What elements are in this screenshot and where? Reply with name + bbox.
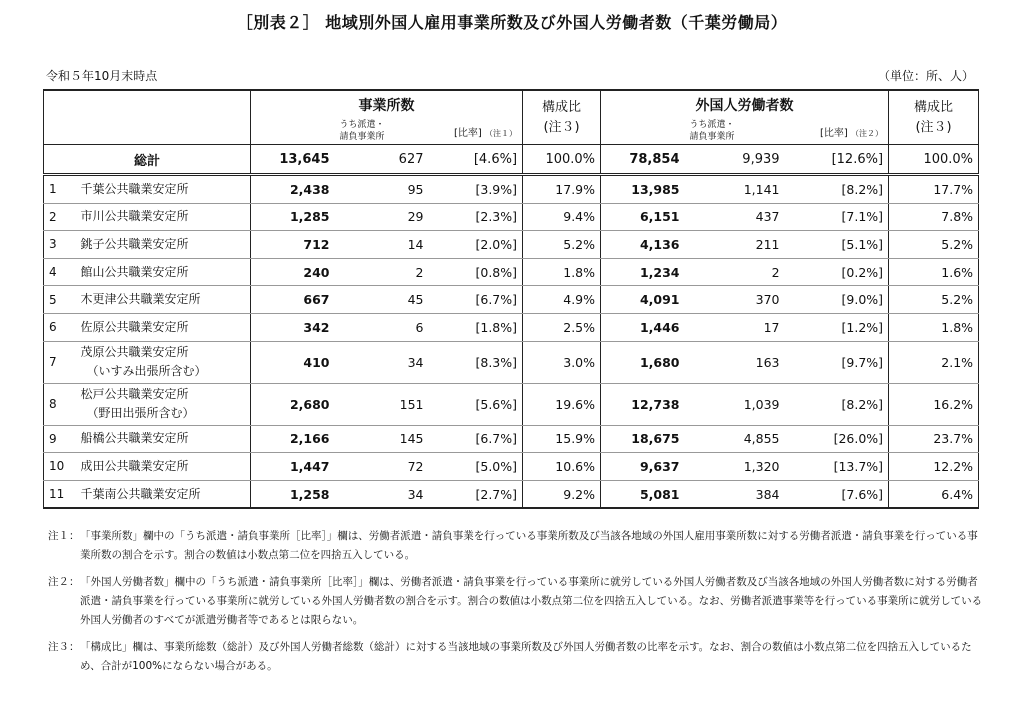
est-composition: 19.6%	[523, 383, 601, 425]
footnote-text: 「構成比」欄は、事業所総数（総計）及び外国人労働者総数（総計）に対する当該地域の事業所数及び外国人労働者数の比率を示す。なお、割合の数値は小数点第二位を四捨五入しているため、合計が100%にならない場合がある。	[80, 641, 972, 672]
table-row	[44, 425, 979, 453]
worker-count: 9,637	[601, 453, 685, 481]
worker-dispatch-count: 1,320	[685, 453, 785, 481]
office-number: 9	[44, 425, 76, 453]
est-dispatch-ratio: [0.8%]	[429, 258, 523, 286]
est-composition: 5.2%	[523, 231, 601, 259]
worker-dispatch-ratio: [7.1%]	[785, 203, 889, 231]
est-dispatch-ratio: [1.8%]	[429, 313, 523, 341]
footnote-label: 注３：	[48, 641, 80, 653]
est-dispatch-ratio: [3.9%]	[429, 175, 523, 204]
worker-dispatch-ratio: [8.2%]	[785, 383, 889, 425]
workers-header: 外国人労働者数	[601, 90, 889, 118]
worker-dispatch-ratio: [9.0%]	[785, 286, 889, 314]
worker-count: 4,091	[601, 286, 685, 314]
office-name: 銚子公共職業安定所	[76, 231, 251, 259]
est-dispatch-count: 6	[335, 313, 429, 341]
establishments-header: 事業所数	[251, 90, 523, 118]
est-sub-blank	[251, 118, 335, 145]
worker-dispatch-ratio: [9.7%]	[785, 341, 889, 383]
office-name: 松戸公共職業安定所 （野田出張所含む）	[76, 383, 251, 425]
total-wrk-comp: 100.0%	[889, 145, 979, 175]
office-number: 3	[44, 231, 76, 259]
table-row	[44, 383, 979, 425]
worker-count: 4,136	[601, 231, 685, 259]
header-row-1	[44, 90, 979, 118]
office-number: 11	[44, 480, 76, 508]
footnote	[48, 527, 988, 565]
total-wrk: 78,854	[601, 145, 685, 175]
worker-count: 12,738	[601, 383, 685, 425]
total-est-comp: 100.0%	[523, 145, 601, 175]
est-count: 240	[251, 258, 335, 286]
worker-composition: 1.8%	[889, 313, 979, 341]
office-number: 2	[44, 203, 76, 231]
worker-composition: 16.2%	[889, 383, 979, 425]
office-number: 4	[44, 258, 76, 286]
est-composition: 15.9%	[523, 425, 601, 453]
wrk-sub-blank	[601, 118, 685, 145]
est-dispatch-count: 29	[335, 203, 429, 231]
reference-date: 令和５年10月末時点	[46, 69, 158, 83]
est-count: 1,258	[251, 480, 335, 508]
est-count: 2,438	[251, 175, 335, 204]
office-number: 8	[44, 383, 76, 425]
table-row	[44, 341, 979, 383]
est-count: 2,680	[251, 383, 335, 425]
worker-dispatch-count: 384	[685, 480, 785, 508]
worker-composition: 5.2%	[889, 286, 979, 314]
est-composition: 9.2%	[523, 480, 601, 508]
worker-composition: 23.7%	[889, 425, 979, 453]
est-dispatch-count: 45	[335, 286, 429, 314]
data-table	[43, 89, 979, 509]
footnote-text: 「事業所数」欄中の「うち派遣・請負事業所［比率］」欄は、労働者派遣・請負事業を行っている事業所数及び当該各地域の外国人雇用事業所数に対する労働者派遣・請負事業を行っている事業所数の割合を示す。割合の数値は小数点第二位を四捨五入している。	[80, 530, 978, 561]
worker-count: 13,985	[601, 175, 685, 204]
worker-composition: 5.2%	[889, 231, 979, 259]
worker-dispatch-count: 163	[685, 341, 785, 383]
est-composition: 1.8%	[523, 258, 601, 286]
est-dispatch-count: 72	[335, 453, 429, 481]
footnotes	[48, 527, 988, 684]
total-row	[44, 145, 979, 175]
est-dispatch-ratio: [2.3%]	[429, 203, 523, 231]
worker-composition: 1.6%	[889, 258, 979, 286]
page-title: ［別表２］ 地域別外国人雇用事業所数及び外国人労働者数（千葉労働局）	[236, 13, 788, 32]
office-number: 5	[44, 286, 76, 314]
header-blank	[44, 90, 76, 145]
est-count: 410	[251, 341, 335, 383]
total-est-disp: 627	[335, 145, 429, 175]
worker-dispatch-count: 2	[685, 258, 785, 286]
table-row	[44, 480, 979, 508]
worker-composition: 12.2%	[889, 453, 979, 481]
table-row	[44, 258, 979, 286]
table-row	[44, 313, 979, 341]
est-dispatch-count: 14	[335, 231, 429, 259]
worker-dispatch-count: 17	[685, 313, 785, 341]
est-dispatch-count: 34	[335, 341, 429, 383]
total-label: 総計	[44, 145, 251, 175]
worker-dispatch-ratio: [8.2%]	[785, 175, 889, 204]
worker-composition: 17.7%	[889, 175, 979, 204]
worker-dispatch-ratio: [1.2%]	[785, 313, 889, 341]
worker-dispatch-count: 4,855	[685, 425, 785, 453]
est-count: 1,447	[251, 453, 335, 481]
office-name: 木更津公共職業安定所	[76, 286, 251, 314]
est-dispatch-count: 145	[335, 425, 429, 453]
est-dispatch-ratio: [2.0%]	[429, 231, 523, 259]
est-dispatch-count: 95	[335, 175, 429, 204]
est-composition: 9.4%	[523, 203, 601, 231]
total-wrk-ratio: [12.6%]	[785, 145, 889, 175]
table-row	[44, 286, 979, 314]
footnote-label: 注２：	[48, 576, 80, 588]
office-name: 成田公共職業安定所	[76, 453, 251, 481]
worker-composition: 2.1%	[889, 341, 979, 383]
est-dispatch-ratio: [6.7%]	[429, 425, 523, 453]
office-name: 船橋公共職業安定所	[76, 425, 251, 453]
est-dispatch-count: 151	[335, 383, 429, 425]
worker-dispatch-count: 1,141	[685, 175, 785, 204]
est-composition: 4.9%	[523, 286, 601, 314]
est-dispatch-ratio: [8.3%]	[429, 341, 523, 383]
total-est-ratio: [4.6%]	[429, 145, 523, 175]
table-row	[44, 231, 979, 259]
est-dispatch-ratio: [6.7%]	[429, 286, 523, 314]
composition2-header: 構成比 (注３)	[889, 90, 979, 145]
worker-dispatch-count: 211	[685, 231, 785, 259]
wrk-dispatch-subheader: うち派遣・ 請負事業所	[689, 120, 735, 142]
office-number: 1	[44, 175, 76, 204]
worker-count: 6,151	[601, 203, 685, 231]
office-number: 10	[44, 453, 76, 481]
office-name: 茂原公共職業安定所 （いすみ出張所含む）	[76, 341, 251, 383]
footnote	[48, 573, 988, 630]
office-name: 館山公共職業安定所	[76, 258, 251, 286]
est-composition: 17.9%	[523, 175, 601, 204]
worker-dispatch-ratio: [26.0%]	[785, 425, 889, 453]
office-number: 6	[44, 313, 76, 341]
unit-label: （単位：所、人）	[877, 69, 974, 83]
worker-dispatch-count: 370	[685, 286, 785, 314]
est-count: 1,285	[251, 203, 335, 231]
office-name: 佐原公共職業安定所	[76, 313, 251, 341]
footnote	[48, 638, 988, 676]
est-dispatch-count: 34	[335, 480, 429, 508]
est-composition: 2.5%	[523, 313, 601, 341]
office-rows	[44, 175, 979, 509]
office-name: 市川公共職業安定所	[76, 203, 251, 231]
est-dispatch-ratio: [5.0%]	[429, 453, 523, 481]
worker-count: 5,081	[601, 480, 685, 508]
header-blank-2	[76, 90, 251, 145]
est-count: 667	[251, 286, 335, 314]
est-ratio-subheader: [比率] （注１）	[429, 118, 523, 145]
worker-composition: 6.4%	[889, 480, 979, 508]
worker-dispatch-ratio: [7.6%]	[785, 480, 889, 508]
total-wrk-disp: 9,939	[685, 145, 785, 175]
worker-dispatch-ratio: [0.2%]	[785, 258, 889, 286]
table-row	[44, 203, 979, 231]
wrk-ratio-subheader: [比率] （注２）	[785, 118, 889, 145]
worker-count: 1,446	[601, 313, 685, 341]
est-count: 342	[251, 313, 335, 341]
worker-count: 1,680	[601, 341, 685, 383]
composition-header: 構成比 (注３)	[523, 90, 601, 145]
est-dispatch-ratio: [5.6%]	[429, 383, 523, 425]
footnote-label: 注１：	[48, 530, 80, 542]
worker-dispatch-count: 437	[685, 203, 785, 231]
est-count: 712	[251, 231, 335, 259]
worker-composition: 7.8%	[889, 203, 979, 231]
office-name: 千葉公共職業安定所	[76, 175, 251, 204]
worker-count: 1,234	[601, 258, 685, 286]
est-dispatch-ratio: [2.7%]	[429, 480, 523, 508]
office-name: 千葉南公共職業安定所	[76, 480, 251, 508]
worker-dispatch-ratio: [5.1%]	[785, 231, 889, 259]
worker-dispatch-ratio: [13.7%]	[785, 453, 889, 481]
est-dispatch-count: 2	[335, 258, 429, 286]
worker-dispatch-count: 1,039	[685, 383, 785, 425]
est-count: 2,166	[251, 425, 335, 453]
est-dispatch-subheader: うち派遣・ 請負事業所	[339, 120, 385, 142]
est-composition: 10.6%	[523, 453, 601, 481]
worker-count: 18,675	[601, 425, 685, 453]
footnote-text: 「外国人労働者数」欄中の「うち派遣・請負事業所［比率］」欄は、労働者派遣・請負事業を行っている事業所に就労している外国人労働者数及び当該各地域の外国人労働者数に対する労働者派遣・請負事業を行っている事業所に就労している外国人労働者数の割合を示す。割合の数値は小数点第二位を四捨五入している。なお、労働者派遣事業等を行っている事業所に就労している外国人労働者のすべてが派遣労働者等であるとは限らない。	[80, 576, 983, 626]
table-row	[44, 453, 979, 481]
table-row	[44, 175, 979, 204]
total-est: 13,645	[251, 145, 335, 175]
office-number: 7	[44, 341, 76, 383]
est-composition: 3.0%	[523, 341, 601, 383]
